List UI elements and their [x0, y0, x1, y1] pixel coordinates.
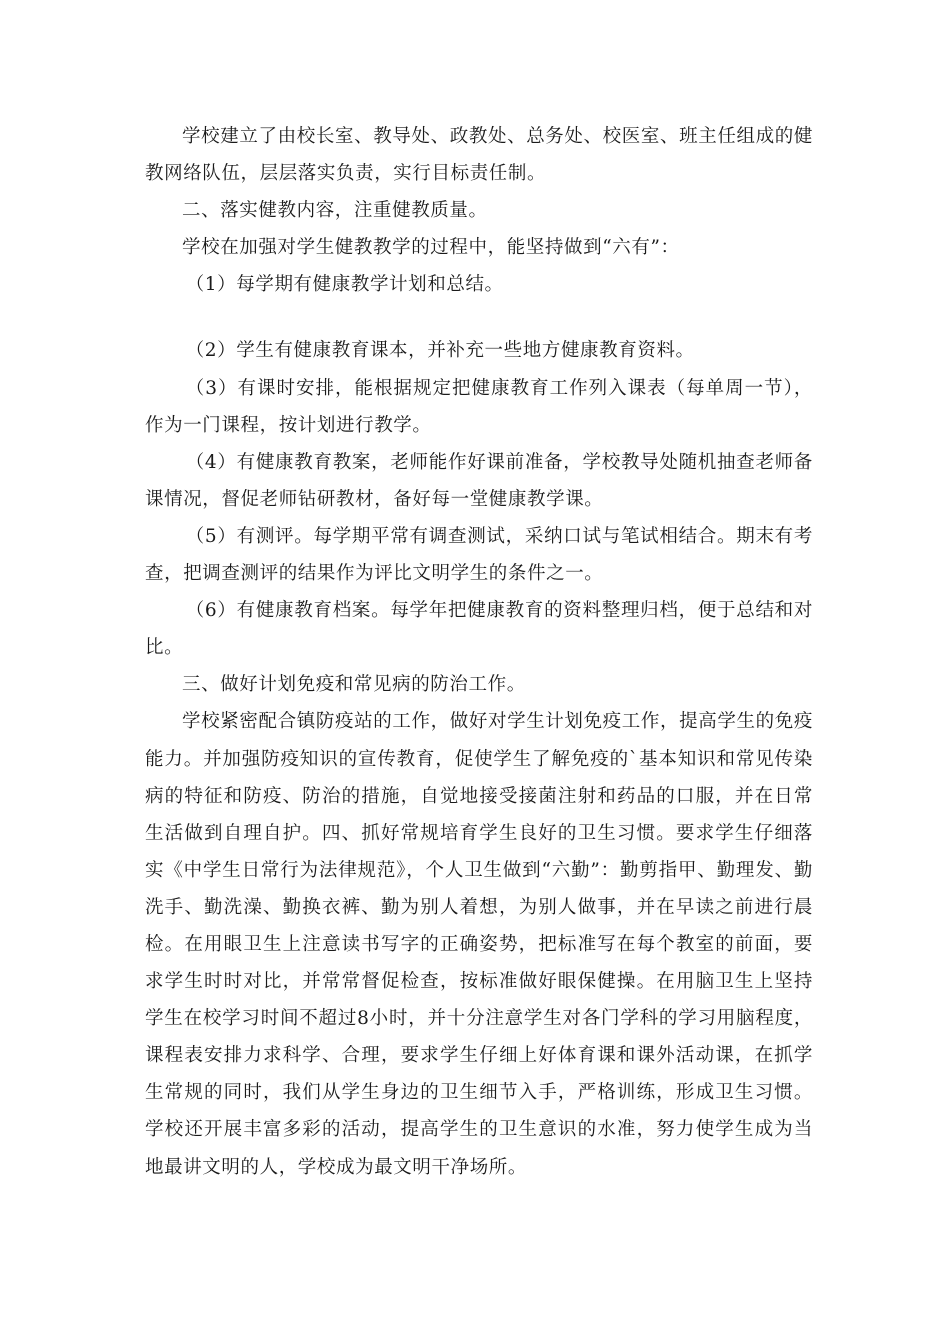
document-body [145, 118, 813, 1186]
list-item-6: （6）有健康教育档案。每学年把健康教育的资料整理归档，便于总结和对比。 [145, 600, 813, 659]
paragraph-immunization-hygiene: 学校紧密配合镇防疫站的工作，做好对学生计划免疫工作，提高学生的免疫能力。并加强防疫知识的宣传教育，促使学生了解免疫的`基本知识和常见传染病的特征和防疫、防治的措施，自觉地接受接菌注射和药品的口服，并在日常生活做到自理自护。四、抓好常规培育学生良好的卫生习惯。要求学生仔细落实《中学生日常行为法律规范》，个人卫生做到“六勤”：勤剪指甲、勤理发、勤洗手、勤洗澡、勤换衣裤、勤为别人着想，为别人做事，并在早读之前进行晨检。在用眼卫生上注意读书写字的正确姿势，把标准写在每个教室的前面，要求学生时时对比，并常常督促检查，按标准做好眼保健操。在用脑卫生上坚持学生在校学习时间不超过8小时，并十分注意学生对各门学科的学习用脑程度，课程表安排力求科学、合理，要求学生仔细上好体育课和课外活动课，在抓学生常规的同时，我们从学生身边的卫生细节入手，严格训练，形成卫生习惯。学校还开展丰富多彩的活动，提高学生的卫生意识的水准，努力使学生成为当地最讲文明的人，学校成为最文明干净场所。 [145, 711, 813, 1178]
list-item-2: （2）学生有健康教育课本，并补充一些地方健康教育资料。 [185, 340, 695, 362]
paragraph-network-team: 学校建立了由校长室、教导处、政教处、总务处、校医室、班主任组成的健教网络队伍，层层落实负责，实行目标责任制。 [145, 126, 813, 185]
list-item-5: （5）有测评。每学期平常有调查测试，采纳口试与笔试相结合。期末有考查，把调查测评的结果作为评比文明学生的条件之一。 [145, 525, 813, 585]
blank-gap [145, 303, 813, 332]
list-item-4: （4）有健康教育教案，老师能作好课前准备，学校教导处随机抽查老师备课情况，督促老师钻研教材，备好每一堂健康教学课。 [145, 451, 813, 510]
list-item-1: （1）每学期有健康教学计划和总结。 [185, 274, 504, 296]
paragraph-six-haves-intro: 学校在加强对学生健教教学的过程中，能坚持做到“六有”： [182, 237, 680, 259]
heading-section-two: 二、落实健教内容，注重健教质量。 [182, 200, 488, 222]
heading-section-three: 三、做好计划免疫和常见病的防治工作。 [182, 674, 526, 696]
list-item-3: （3）有课时安排，能根据规定把健康教育工作列入课表（每单周一节），作为一门课程，按计划进行教学。 [145, 377, 813, 436]
